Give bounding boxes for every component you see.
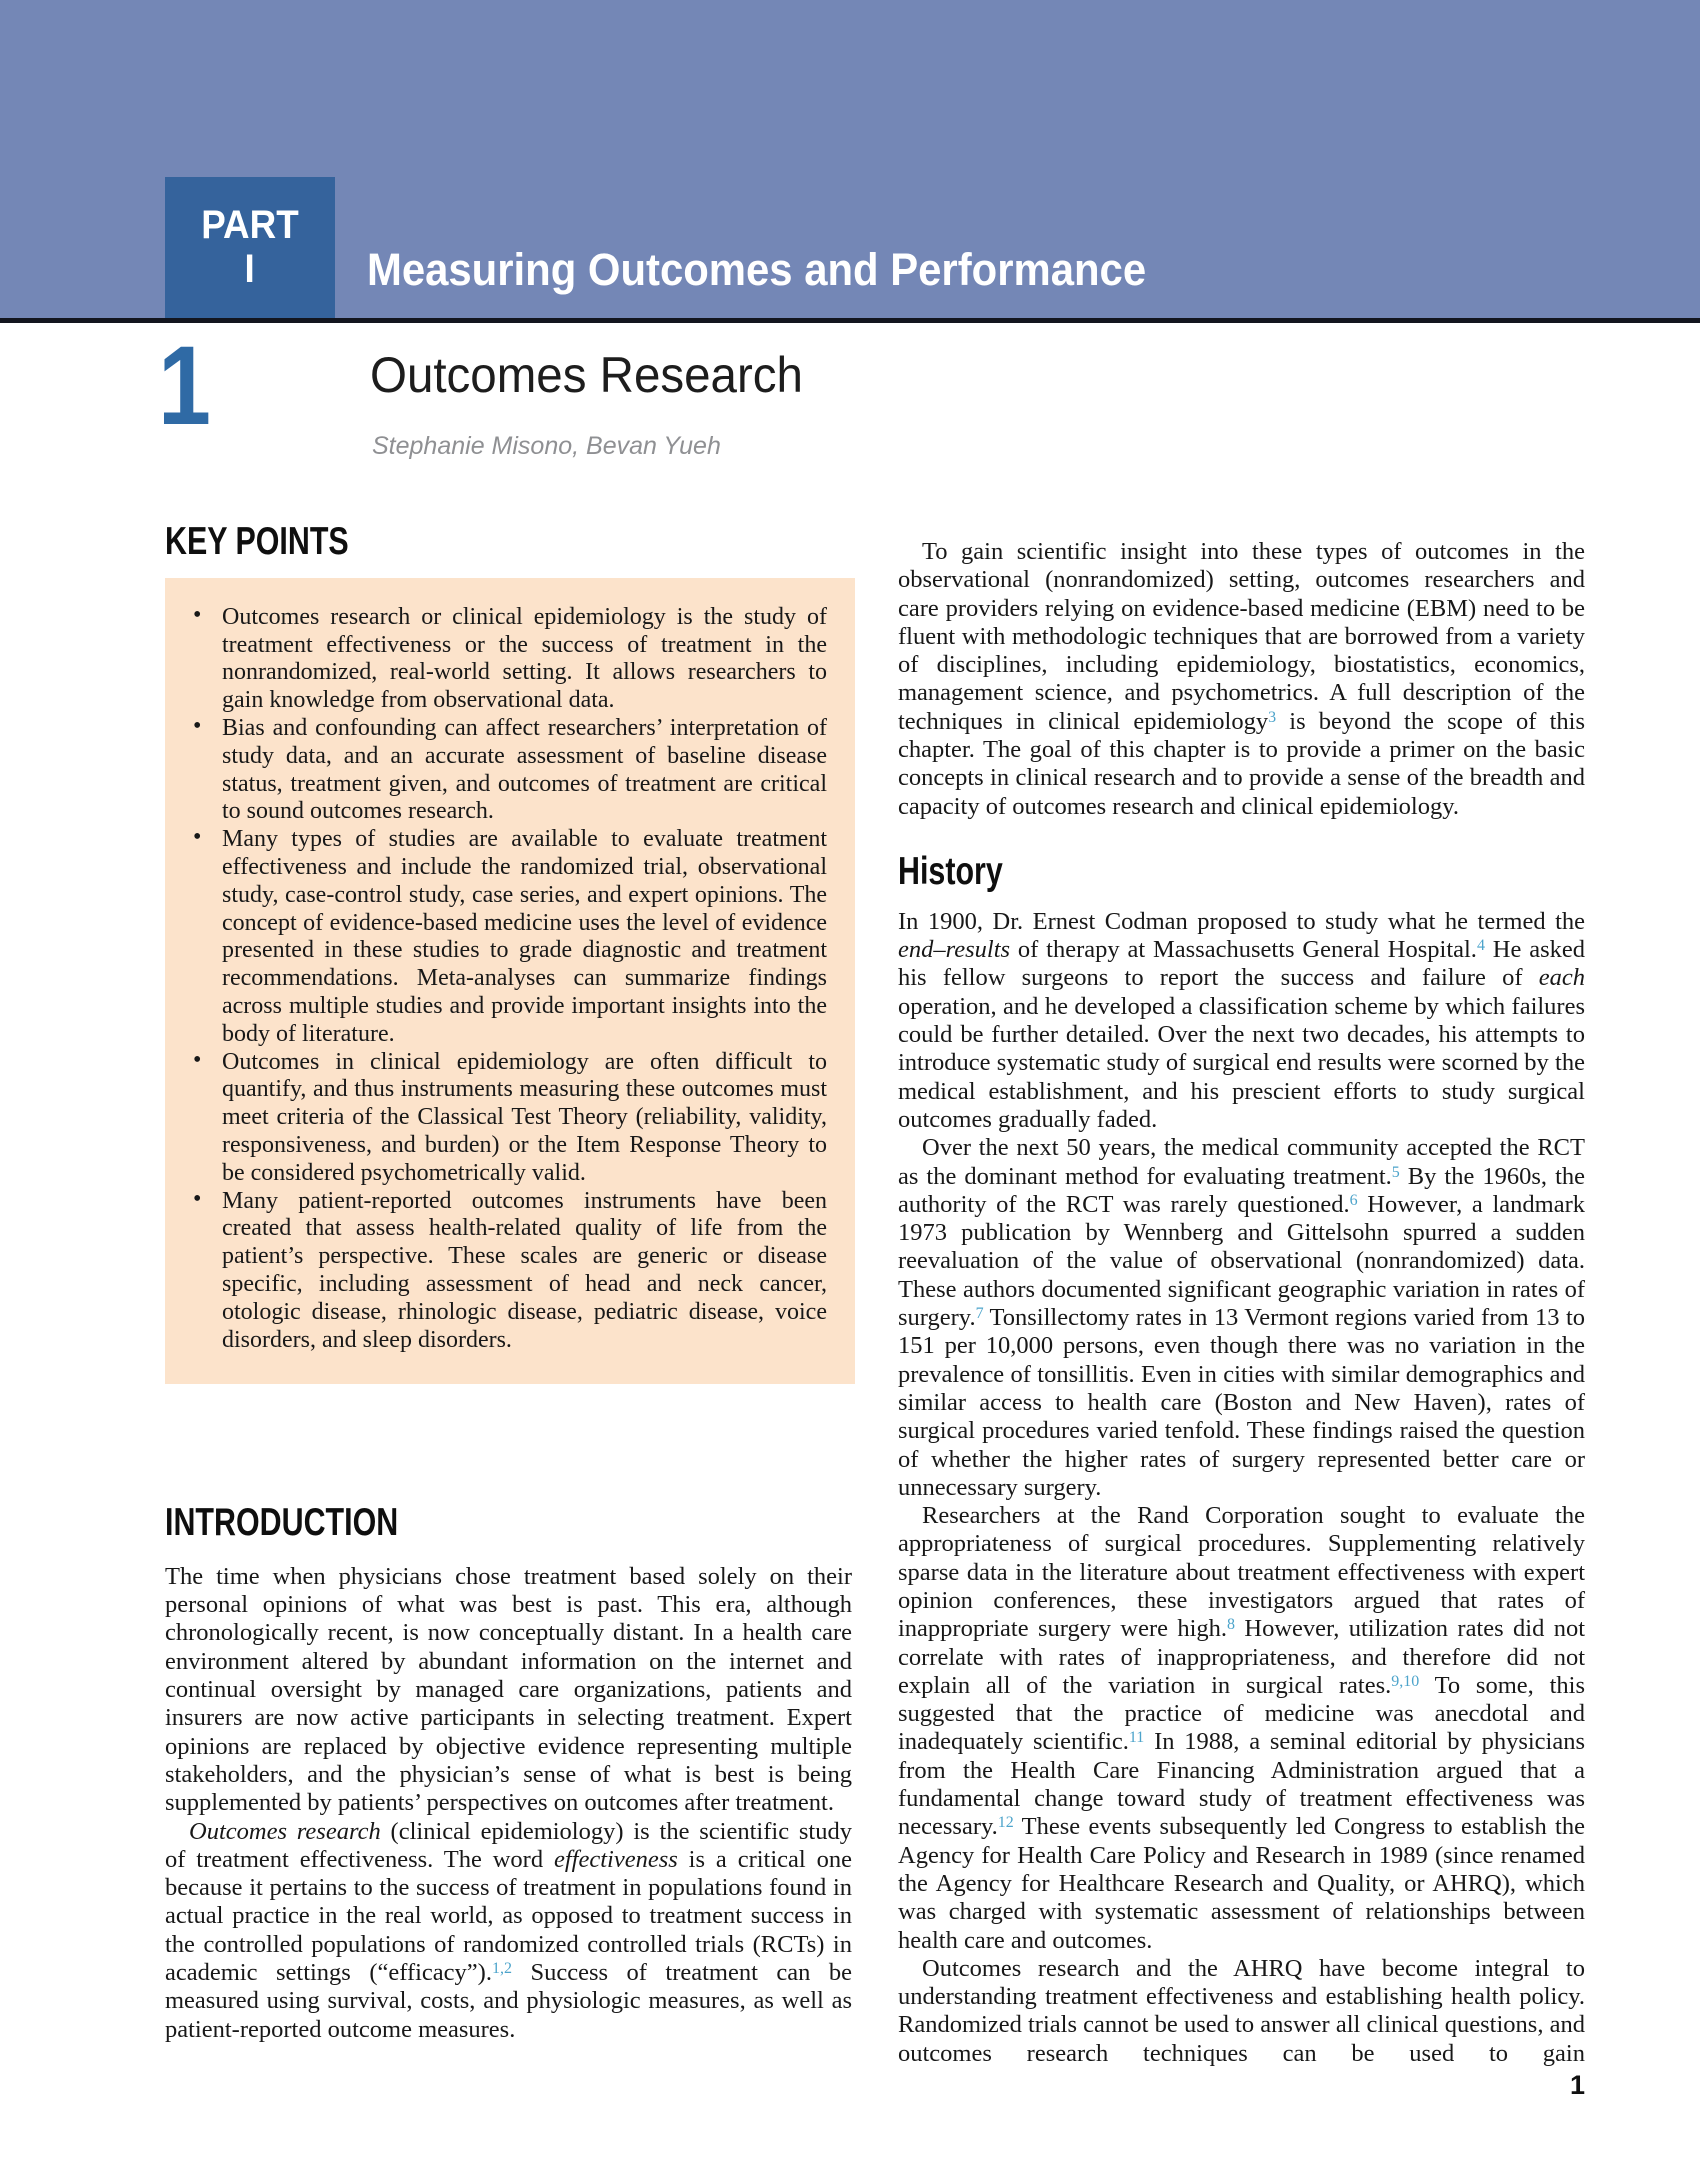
key-points-box	[165, 578, 855, 1385]
key-point-item	[165, 601, 827, 715]
history-paragraph: In 1900, Dr. Ernest Codman proposed to study what he termed the end–results of therapy at Massachusetts General Hospital.$^4$ He asked his fellow surgeons to report the success and failure of each operation, and he developed a classification scheme by which failures could be further detailed. Over the next two decades, his attempts to introduce systematic study of surgical end results were scorned by the medical establishment, and his prescient efforts to study surgical outcomes gradually faded.	[898, 907, 1585, 1133]
history-paragraph: Outcomes research and the AHRQ have become integral to understanding treatment effectiveness and establishing health policy. Randomized trials cannot be used to answer all clinical questions, and outcomes research techniques can be used to gain	[898, 1954, 1585, 2067]
introduction-paragraph: The time when physicians chose treatment based solely on their personal opinions of what was best is past. This era, although chronologically recent, is now conceptually distant. In a health care environment altered by abundant information on the internet and continual oversight by managed care organizations, patients and insurers are now active participants in selecting treatment. Expert opinions are replaced by objective evidence representing multiple stakeholders, and the physician’s sense of what is best is being supplemented by patients’ perspectives on outcomes after treatment.	[165, 1562, 852, 1817]
history-heading: History	[898, 849, 1003, 893]
key-point-text: Bias and confounding can affect researchers’ interpretation of study data, and an accurate assessment of baseline disease status, treatment given, and outcomes of treatment are critical to sound outcomes research.	[222, 715, 827, 825]
key-points-list	[165, 601, 827, 1355]
part-numeral: I	[244, 246, 256, 291]
key-point-text: Outcomes research or clinical epidemiology is the study of treatment effectiveness or the success of treatment in the nonrandomized, real-world setting. It allows researchers to gain knowledge from observational data.	[222, 603, 827, 714]
lead-paragraph: To gain scientific insight into these types of outcomes in the observational (nonrandomized) setting, outcomes researchers and care providers relying on evidence-based medicine (EBM) need to be fluent with methodologic techniques that are borrowed from a variety of disciplines, including epidemiology, biostatistics, economics, management science, and psychometrics. A full description of the techniques in clinical epidemiology$^3$ is beyond the scope of this chapter. The goal of this chapter is to provide a primer on the basic concepts in clinical research and to provide a sense of the breadth and capacity of outcomes research and clinical epidemiology.	[898, 538, 1585, 820]
key-point-text: Many types of studies are available to evaluate treatment effectiveness and include the randomized trial, observational study, case-control study, case series, and expert opinions. The concept of evidence-based medicine uses the level of evidence presented in these studies to grade diagnostic and treatment recommendations. Meta-analyses can summarize findings across multiple studies and provide important insights into the body of literature.	[222, 826, 827, 1047]
chapter-authors: Stephanie Misono, Bevan Yueh	[372, 432, 721, 460]
page-number: 1	[1569, 2070, 1585, 2100]
introduction-paragraph: Outcomes research (clinical epidemiology) is the scientific study of treatment effectiveness. The word effectiveness is a critical one because it pertains to the success of treatment in populations found in actual practice in the real world, as opposed to treatment success in the controlled populations of randomized controlled trials (RCTs) in academic settings (“efficacy”).$^{1,2}$ Success of treatment can be measured using survival, costs, and physiologic measures, as well as patient-reported outcome measures.	[165, 1817, 853, 2043]
key-point-item	[165, 826, 827, 1048]
part-label: PART	[201, 202, 299, 247]
introduction-heading: INTRODUCTION	[165, 1501, 399, 1544]
bullet-dot-icon: •	[193, 1046, 202, 1073]
right-column	[898, 538, 1585, 2068]
key-point-item	[165, 1046, 827, 1188]
bullet-dot-icon: •	[193, 1185, 202, 1212]
key-point-text: Many patient-reported outcomes instruments have been created that assess health-related quality of life from the patient’s perspective. These scales are generic or disease specific, including assessment of head and neck cancer, otologic disease, rhinologic disease, pediatric disease, voice disorders, and sleep disorders.	[222, 1187, 827, 1353]
introduction-section	[165, 1502, 852, 2044]
key-points-section	[165, 521, 855, 1384]
chapter-title: Outcomes Research	[370, 347, 803, 403]
key-points-heading: KEY POINTS	[165, 520, 349, 563]
key-point-item	[165, 1185, 827, 1355]
bullet-dot-icon: •	[193, 824, 202, 851]
banner-divider-rule	[0, 318, 1700, 323]
history-paragraph: Researchers at the Rand Corporation sought to evaluate the appropriateness of surgical procedures. Supplementing relatively sparse data in the literature about treatment effectiveness with expert opinion conferences, these investigators argued that rates of inappropriate surgery were high.$^8$ However, utilization rates did not correlate with rates of inappropriateness, and therefore did not explain all of the variation in surgical rates.$^{9,10}$ To some, this suggested that the practice of medicine was anecdotal and inadequately scientific.$^{11}$ In 1988, a seminal editorial by physicians from the Health Care Financing Administration argued that a fundamental change toward study of treatment effectiveness was necessary.$^{12}$ These events subsequently led Congress to establish the Agency for Health Care Policy and Research in 1989 (since renamed the Agency for Healthcare Research and Quality, or AHRQ), which was charged with systematic assessment of relationships between health care and outcomes.	[898, 1502, 1585, 1954]
chapter-number: 1	[158, 323, 211, 448]
part-banner	[0, 0, 1700, 318]
key-point-item	[165, 715, 827, 826]
bullet-dot-icon: •	[193, 713, 202, 740]
part-title: Measuring Outcomes and Performance	[367, 244, 1147, 295]
bullet-dot-icon: •	[193, 601, 202, 628]
history-paragraph: Over the next 50 years, the medical community accepted the RCT as the dominant method for evaluating treatment.$^5$ By the 1960s, the authority of the RCT was rarely questioned.$^6$ However, a landmark 1973 publication by Wennberg and Gittelsohn spurred a sudden reevaluation of the value of observational (nonrandomized) data. These authors documented significant geographic variation in rates of surgery.$^7$ Tonsillectomy rates in 13 Vermont regions varied from 13 to 151 per 10,000 persons, even though there was no variation in the prevalence of tonsillitis. Even in cities with similar demographics and similar access to health care (Boston and New Haven), rates of surgical procedures varied tenfold. These findings raised the question of whether the higher rates of surgery represented better care or unnecessary surgery.	[898, 1134, 1585, 1501]
key-point-text: Outcomes in clinical epidemiology are often difficult to quantify, and thus instruments measuring these outcomes must meet criteria of the Classical Test Theory (reliability, validity, responsiveness, and burden) or the Item Response Theory to be considered psychometrically valid.	[222, 1048, 827, 1186]
part-number-box	[165, 177, 335, 318]
